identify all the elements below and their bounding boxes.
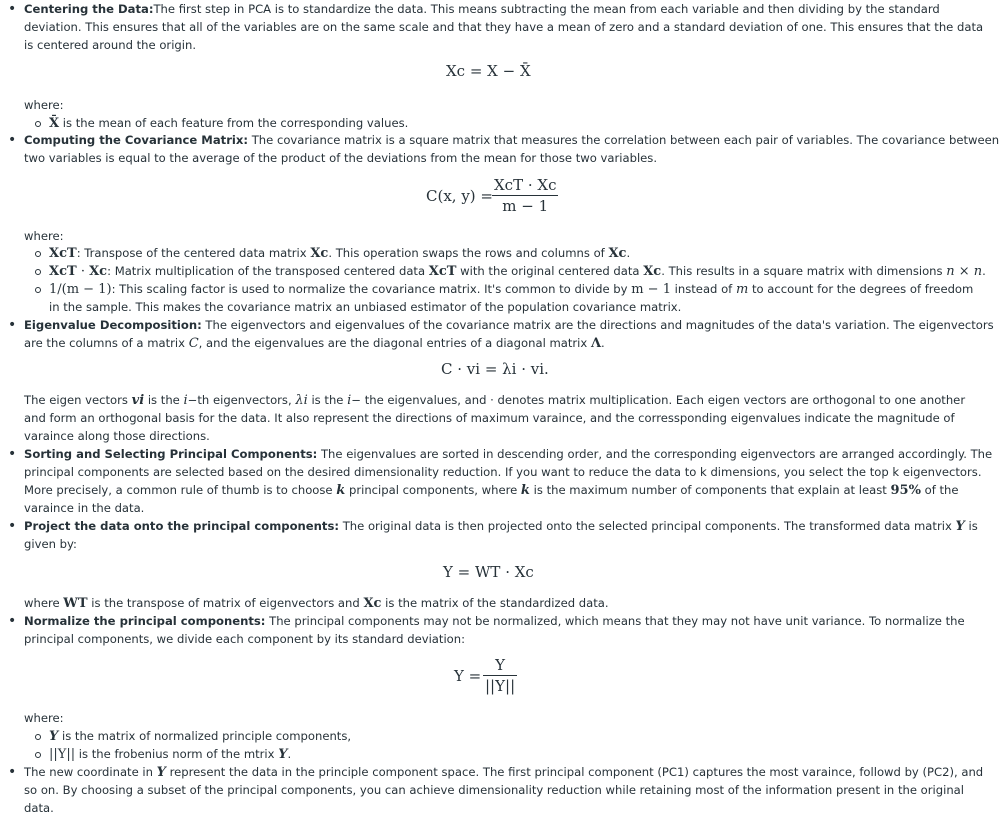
sub-bullet [35, 287, 41, 293]
equation-centering: Xc = X − X̄ [446, 62, 531, 80]
section-covariance-line1: Computing the Covariance Matrix: The covariance matrix is a square matrix that measures the correlation between each pair of variables. The covariance between [24, 133, 999, 147]
scaling-definition: 1/(m − 1): This scaling factor is used to normalize the covariance matrix. It's common to divide by m − 1 instead of m to account for the degrees of freedom [49, 282, 974, 297]
sub-bullet [35, 121, 41, 127]
section-sorting-line2: principal components are selected based on the desired dimensionality reduction. If you want to reduce the data to k dimensions, you select the top k eigenvectors. [24, 465, 982, 479]
fraction-denominator: m − 1 [502, 197, 549, 215]
section-centering-line2: deviation. This ensures that all of the variables are on the same scale and that they have a mean of zero and a standard deviation of one. This ensures that the data [24, 20, 984, 34]
section-normalize-line1: Normalize the principal components: The principal components may not be normalized, which means that they may not have unit variance. To normalize the [24, 614, 965, 628]
bullet: • [8, 1, 17, 17]
section-coordinates-line2: so on. By choosing a subset of the principal components, you can achieve dimensionality reduction while retaining most of the information present in the original [24, 783, 964, 797]
sub-bullet [35, 251, 41, 257]
section-sorting-line4: varaince in the data. [24, 501, 145, 515]
where-label: where: [24, 711, 64, 725]
section-sorting-line1: Sorting and Selecting Principal Components: The eigenvalues are sorted in descending order, and the corresponding eigenvectors are arranged accordingly. The [24, 447, 993, 461]
bullet: • [8, 613, 17, 629]
where-label: where: [24, 98, 64, 112]
transpose-definition: XcT: Transpose of the centered data matrix Xc. This operation swaps the rows and columns of Xc. [49, 246, 631, 261]
bullet: • [8, 446, 17, 462]
section-sorting-line3: More precisely, a common rule of thumb is to choose k principal components, where k is the maximum number of components that explain at least 95% of the [24, 483, 959, 498]
equation-projection: Y = WT · Xc [443, 563, 534, 581]
scaling-definition-line2: in the sample. This makes the covariance matrix an unbiased estimator of the population covariance matrix. [49, 300, 682, 314]
section-coordinates-line3: data. [24, 801, 54, 815]
equation-covariance-fraction [492, 175, 558, 216]
section-centering-line1: Centering the Data:The first step in PCA is to standardize the data. This means subtracting the mean from each variable and then dividing by the standard [24, 2, 940, 16]
equation-covariance-lhs: C(x, y) = [426, 187, 493, 205]
fraction-denominator: ||Y|| [485, 677, 516, 695]
fraction-numerator: XcT · Xc [494, 176, 557, 194]
bullet: • [8, 764, 17, 780]
sub-bullet [35, 752, 41, 758]
mean-definition: X̄ is the mean of each feature from the corresponding values. [49, 116, 409, 131]
sub-bullet [35, 269, 41, 275]
section-eigen-line1: Eigenvalue Decomposition: The eigenvectors and eigenvalues of the covariance matrix are the directions and magnitudes of the data's variation. The eigenvectors [24, 318, 994, 332]
eigen-paragraph-line2: and form an orthogonal basis for the data. It also represent the directions of maximum varaince, and the corressponding eigenvalues indicate the magnitude of [24, 411, 955, 425]
fraction-numerator: Y [495, 656, 506, 674]
section-eigen-line2: are the columns of a matrix C, and the eigenvalues are the diagonal entries of a diagonal matrix Λ. [24, 336, 605, 351]
normalized-y-definition: Y is the matrix of normalized principle components, [49, 729, 352, 744]
eigen-paragraph-line3: varaince along those directions. [24, 429, 210, 443]
section-coordinates-line1: The new coordinate in Y represent the data in the principle component space. The first principal component (PC1) captures the most varaince, followd by (PC2), and [24, 765, 984, 780]
section-title: Centering the Data: [24, 2, 154, 16]
section-project-line2: given by: [24, 537, 77, 551]
eigen-paragraph-line1: The eigen vectors vi is the i−th eigenvectors, λi is the i− the eigenvalues, and · denotes matrix multiplication. Each eigen vectors are orthogonal to one another [24, 393, 966, 408]
bullet: • [8, 317, 17, 333]
section-normalize-line2: principal components, we divide each component by its standard deviation: [24, 632, 466, 646]
projection-where: where WT is the transpose of matrix of eigenvectors and Xc is the matrix of the standardized data. [24, 596, 609, 611]
where-label: where: [24, 229, 64, 243]
section-project-line1: Project the data onto the principal components: The original data is then projected onto the selected principal components. The transformed data matrix Y is [24, 519, 978, 534]
bullet: • [8, 518, 17, 534]
norm-definition: ||Y|| is the frobenius norm of the mtrix Y. [49, 747, 292, 762]
equation-normalize-lhs: Y = [454, 667, 482, 685]
section-centering-line3: is centered around the origin. [24, 38, 197, 52]
equation-normalize-fraction [483, 655, 517, 696]
bullet: • [8, 132, 17, 148]
sub-bullet [35, 734, 41, 740]
section-covariance-line2: two variables is equal to the average of the product of the deviations from the mean for those two variables. [24, 151, 658, 165]
multiplication-definition: XcT · Xc: Matrix multiplication of the transposed centered data XcT with the original centered data Xc. This results in a square matrix with dimensions n × n. [49, 264, 986, 279]
equation-eigen: C · vi = λi · vi. [441, 360, 549, 378]
